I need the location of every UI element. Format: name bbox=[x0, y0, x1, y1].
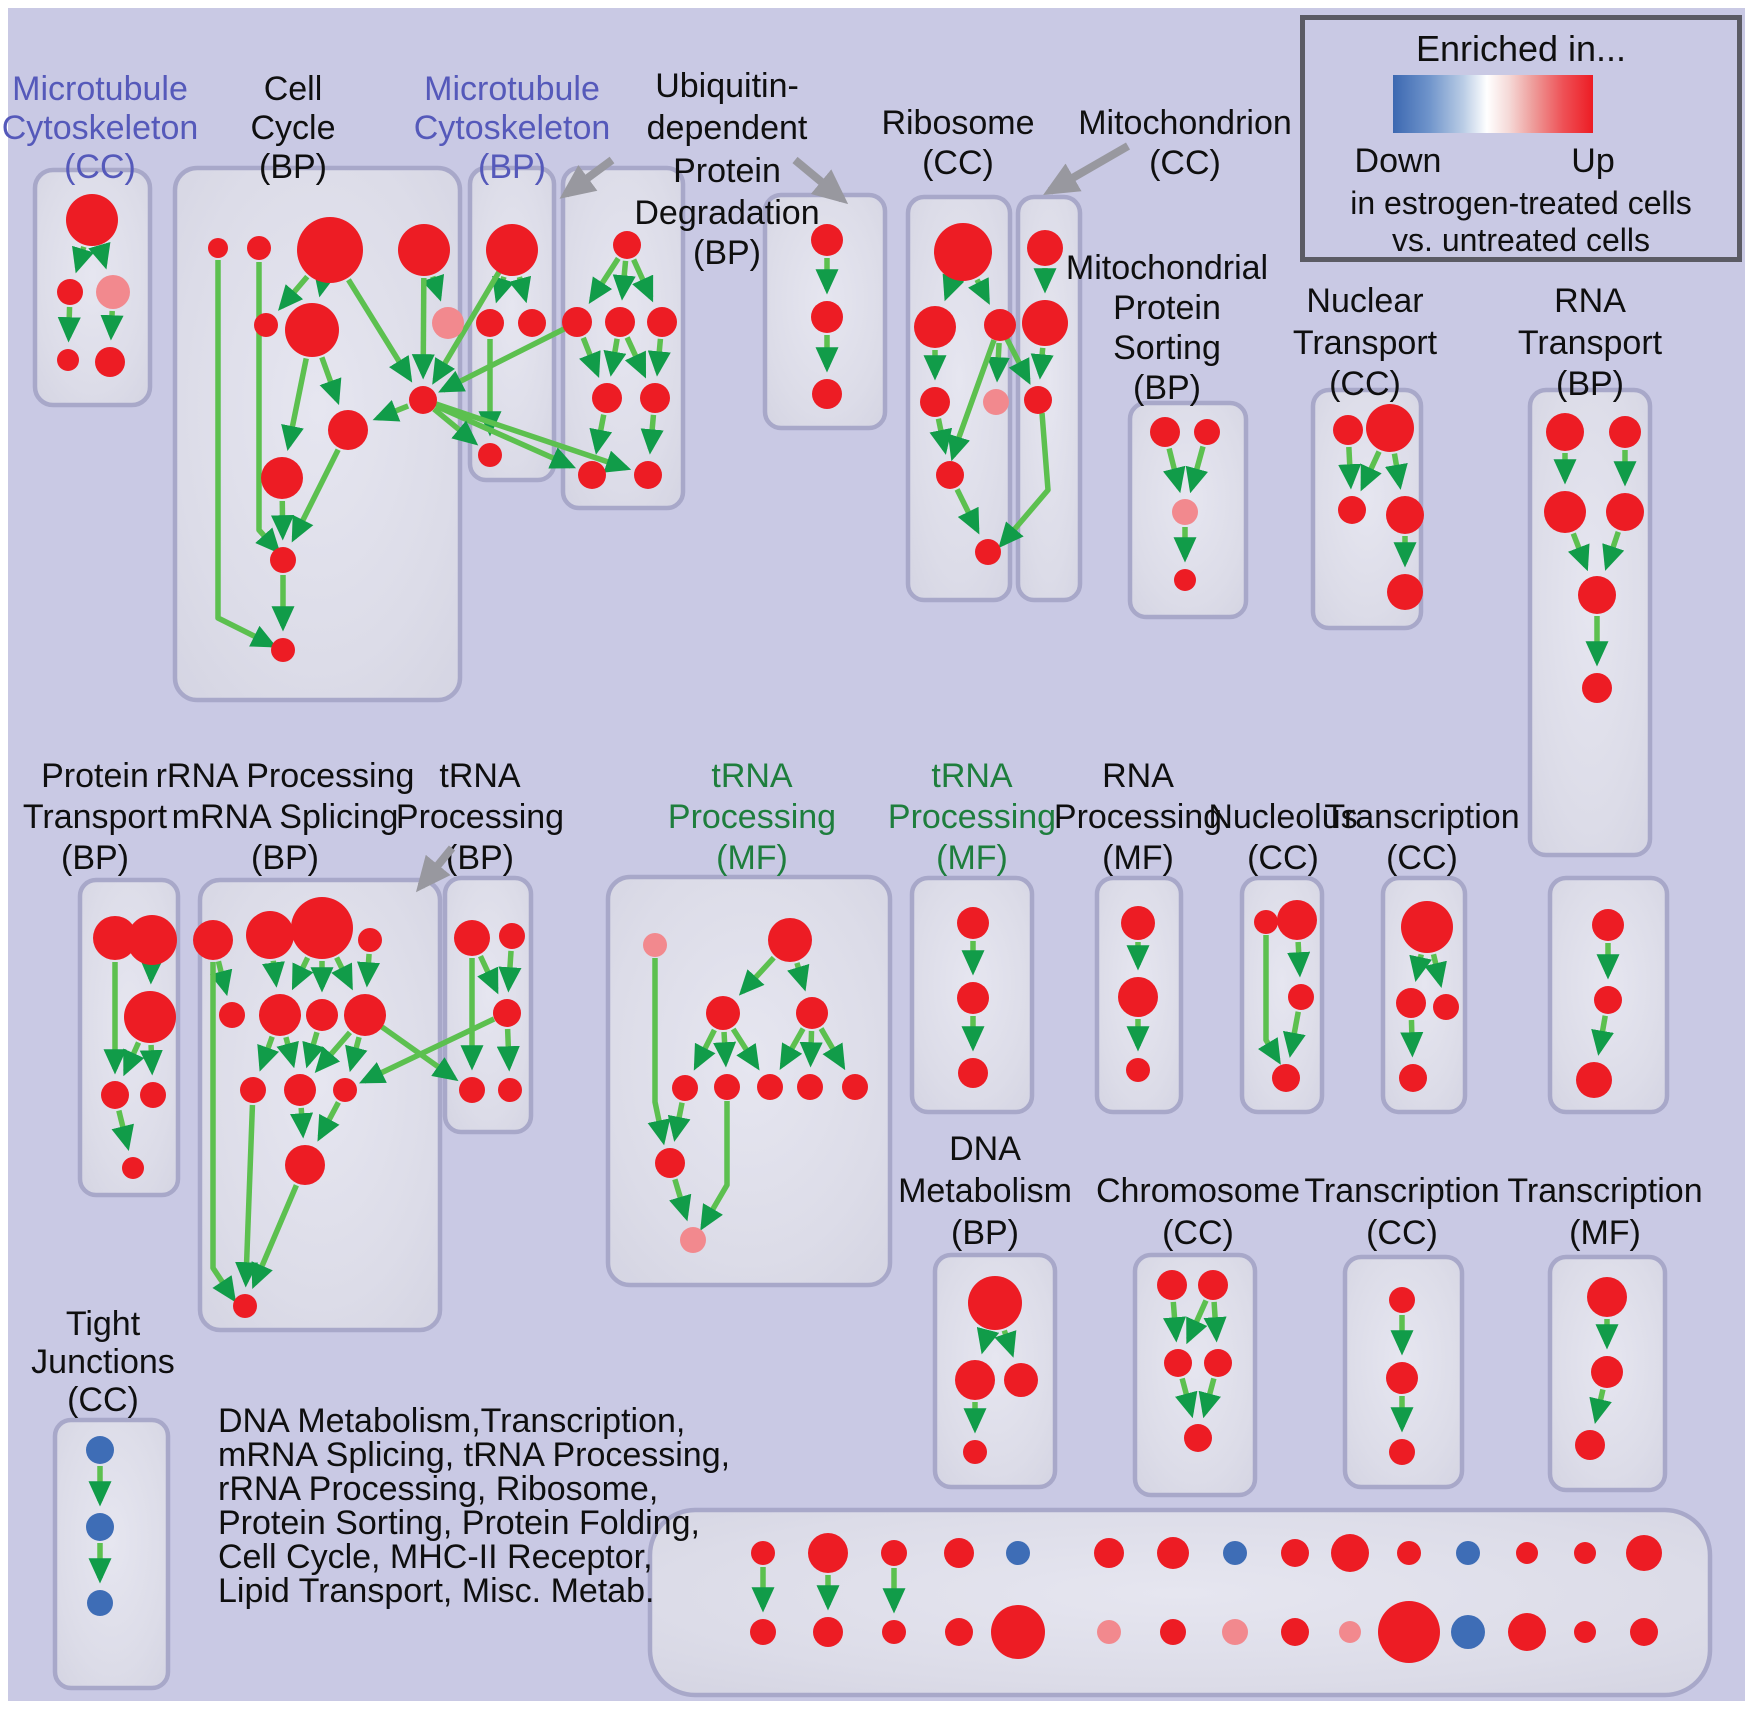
cell-cycle-node-3 bbox=[398, 224, 450, 276]
label-mitochondrial-protein-sorting-bp-line-4: (BP) bbox=[1133, 369, 1201, 407]
chromosome-node-1 bbox=[1198, 1270, 1228, 1300]
summary-strip-node-8 bbox=[1006, 1541, 1030, 1565]
misc-cluster-list-line-1: DNA Metabolism,Transcription, bbox=[218, 1402, 686, 1440]
ubiquitin-a-node-7 bbox=[634, 461, 662, 489]
edge-arrow bbox=[301, 1108, 303, 1133]
label-rrna-processing-mrna-splicing-bp-line-3: (BP) bbox=[251, 839, 319, 877]
label-chromosome-cc-line-1: Chromosome bbox=[1095, 1172, 1301, 1210]
label-tight-junctions-cc-line-2: Junctions bbox=[31, 1343, 175, 1381]
rrna-mrna-node-12 bbox=[233, 1294, 257, 1318]
rna-transport-node-1 bbox=[1609, 416, 1641, 448]
summary-strip-node-5 bbox=[882, 1620, 906, 1644]
trna-bp-node-0 bbox=[454, 920, 490, 956]
ubiquitin-a-node-6 bbox=[578, 461, 606, 489]
edge-arrow bbox=[423, 278, 424, 374]
edge-arrow bbox=[1214, 1302, 1216, 1337]
cell-cycle-node-7 bbox=[328, 410, 368, 450]
label-mitochondrion-cc-line-1: Mitochondrion bbox=[1078, 104, 1292, 142]
rrna-mrna-node-9 bbox=[284, 1074, 316, 1106]
edge-arrow bbox=[724, 1032, 726, 1062]
rrna-mrna-node-2 bbox=[291, 897, 353, 959]
edge-arrow bbox=[367, 954, 369, 982]
nucleolus-node-1 bbox=[1277, 900, 1317, 940]
cell-cycle-node-6 bbox=[432, 307, 464, 339]
ribosome-node-1 bbox=[914, 306, 956, 348]
summary-strip-node-27 bbox=[1574, 1621, 1596, 1643]
box-tight-junctions bbox=[55, 1420, 168, 1688]
mt-bp-node-1 bbox=[476, 309, 504, 337]
label-rrna-processing-mrna-splicing-bp-line-1: rRNA Processing bbox=[155, 757, 415, 795]
cell-cycle-node-4 bbox=[254, 313, 278, 337]
mt-bp-node-2 bbox=[518, 309, 546, 337]
dna-metabolism-node-1 bbox=[955, 1360, 995, 1400]
cell-cycle-node-10 bbox=[270, 547, 296, 573]
label-ubiquitin-dependent-protein-degradation-bp-line-3: Protein bbox=[673, 152, 781, 190]
label-mitochondrial-protein-sorting-bp-line-3: Sorting bbox=[1113, 329, 1221, 367]
summary-strip-node-16 bbox=[1281, 1539, 1309, 1567]
label-trna-processing-mf-1-line-3: (MF) bbox=[716, 839, 788, 877]
summary-strip-node-28 bbox=[1626, 1535, 1662, 1571]
nuclear-transport-node-4 bbox=[1387, 574, 1423, 610]
rna-transport-node-5 bbox=[1582, 673, 1612, 703]
legend-up-label: Up bbox=[1571, 142, 1615, 180]
trna-mf-big-node-10 bbox=[680, 1227, 706, 1253]
ribosome-node-4 bbox=[983, 389, 1009, 415]
label-transcription-cc-2-line-1: Transcription bbox=[1304, 1172, 1500, 1210]
ubiquitin-a-node-1 bbox=[562, 307, 592, 337]
nucleolus-node-0 bbox=[1254, 910, 1278, 934]
label-transcription-cc-1-line-2: (CC) bbox=[1386, 839, 1458, 877]
label-nuclear-transport-cc-line-2: Transport bbox=[1292, 324, 1438, 362]
trna-mf-big-node-0 bbox=[643, 933, 667, 957]
nuclear-transport-node-3 bbox=[1386, 496, 1424, 534]
rrna-mrna-node-8 bbox=[240, 1077, 266, 1103]
tight-junctions-node-0 bbox=[86, 1436, 114, 1464]
rrna-mrna-node-7 bbox=[344, 994, 386, 1036]
trna-mf-big-node-2 bbox=[706, 996, 740, 1030]
legend-down-label: Down bbox=[1354, 142, 1442, 180]
label-trna-processing-bp-line-1: tRNA bbox=[439, 757, 521, 795]
cell-cycle-node-1 bbox=[247, 236, 271, 260]
ubiquitin-a-node-5 bbox=[640, 383, 670, 413]
ubiquitin-a-node-2 bbox=[605, 307, 635, 337]
label-tight-junctions-cc-line-1: Tight bbox=[65, 1305, 141, 1343]
misc-cluster-list-line-5: Cell Cycle, MHC-II Receptor, bbox=[218, 1538, 653, 1576]
edge-arrow bbox=[69, 307, 70, 337]
label-dna-metabolism-bp-line-1: DNA bbox=[949, 1130, 1021, 1168]
summary-strip-node-10 bbox=[1094, 1538, 1124, 1568]
trna-bp-node-4 bbox=[498, 1078, 522, 1102]
summary-strip-node-15 bbox=[1222, 1619, 1248, 1645]
label-rna-transport-bp-line-2: Transport bbox=[1517, 324, 1663, 362]
transcription-mf-node-1 bbox=[1591, 1356, 1623, 1388]
rna-transport-node-0 bbox=[1546, 413, 1584, 451]
cell-cycle-node-11 bbox=[271, 638, 295, 662]
summary-strip-node-4 bbox=[881, 1540, 907, 1566]
chromosome-node-4 bbox=[1184, 1424, 1212, 1452]
summary-strip-node-11 bbox=[1097, 1620, 1121, 1644]
transcription-cc-b-node-0 bbox=[1592, 909, 1624, 941]
label-trna-processing-bp-line-2: Processing bbox=[395, 798, 565, 836]
label-nucleolus-cc-line-1: Nucleolus bbox=[1208, 798, 1358, 836]
rna-transport-node-2 bbox=[1544, 491, 1586, 533]
edge-arrow bbox=[650, 415, 653, 449]
rna-mf-node-1 bbox=[1118, 977, 1158, 1017]
label-ubiquitin-dependent-protein-degradation-bp-line-4: Degradation bbox=[634, 194, 820, 232]
label-ubiquitin-dependent-protein-degradation-bp-line-2: dependent bbox=[646, 109, 808, 147]
mitochondrion-node-2 bbox=[1024, 386, 1052, 414]
box-rna-transport bbox=[1530, 390, 1650, 855]
dna-metabolism-node-2 bbox=[1004, 1363, 1038, 1397]
misc-cluster-list-line-2: mRNA Splicing, tRNA Processing, bbox=[218, 1436, 731, 1474]
cell-cycle-node-9 bbox=[261, 457, 303, 499]
box-summary-strip bbox=[650, 1510, 1710, 1695]
label-transcription-cc-2-line-2: (CC) bbox=[1366, 1214, 1438, 1252]
mitochondrion-node-1 bbox=[1022, 300, 1068, 346]
summary-strip-node-12 bbox=[1157, 1537, 1189, 1569]
label-rna-transport-bp-line-3: (BP) bbox=[1556, 365, 1624, 403]
label-microtubule-cytoskeleton-cc-line-2: Cytoskeleton bbox=[1, 109, 199, 147]
label-protein-transport-bp-line-3: (BP) bbox=[61, 839, 129, 877]
mito-protein-sorting-node-2 bbox=[1172, 499, 1198, 525]
transcription-cc-lower-node-0 bbox=[1389, 1287, 1415, 1313]
chromosome-node-2 bbox=[1164, 1349, 1192, 1377]
label-ubiquitin-dependent-protein-degradation-bp-line-5: (BP) bbox=[693, 234, 761, 272]
nuclear-transport-node-2 bbox=[1338, 496, 1366, 524]
label-rna-processing-mf-line-1: RNA bbox=[1102, 757, 1174, 795]
protein-transport-node-2 bbox=[124, 991, 176, 1043]
rna-mf-node-2 bbox=[1126, 1058, 1150, 1082]
edge-arrow bbox=[151, 1045, 152, 1070]
trna-mf-big-node-3 bbox=[796, 997, 828, 1029]
ribosome-node-3 bbox=[920, 387, 950, 417]
rrna-mrna-node-0 bbox=[193, 920, 233, 960]
label-ubiquitin-dependent-protein-degradation-bp-line-1: Ubiquitin- bbox=[655, 67, 799, 105]
misc-cluster-list-line-3: rRNA Processing, Ribosome, bbox=[218, 1470, 659, 1508]
mt-cc-node-3 bbox=[57, 349, 79, 371]
legend-title: Enriched in... bbox=[1415, 28, 1627, 69]
mito-protein-sorting-node-1 bbox=[1194, 419, 1220, 445]
edge-arrow bbox=[997, 343, 999, 377]
label-cell-cycle-bp-line-2: Cycle bbox=[250, 109, 336, 147]
rna-transport-node-4 bbox=[1578, 576, 1616, 614]
edge-arrow bbox=[1411, 1020, 1412, 1052]
summary-strip-node-3 bbox=[813, 1617, 843, 1647]
protein-transport-node-3 bbox=[101, 1081, 129, 1109]
mt-bp-node-0 bbox=[486, 224, 538, 276]
label-dna-metabolism-bp-line-2: Metabolism bbox=[898, 1172, 1072, 1210]
label-transcription-mf-line-2: (MF) bbox=[1569, 1214, 1641, 1252]
rrna-mrna-node-4 bbox=[219, 1002, 245, 1028]
label-rna-processing-mf-line-2: Processing bbox=[1053, 798, 1223, 836]
tight-junctions-node-1 bbox=[86, 1513, 114, 1541]
trna-mf-big-node-6 bbox=[757, 1074, 783, 1100]
ubiquitin-a-node-3 bbox=[647, 307, 677, 337]
edge-arrow bbox=[622, 261, 625, 295]
legend-gradient-bar bbox=[1393, 75, 1593, 133]
label-rrna-processing-mrna-splicing-bp-line-2: mRNA Splicing bbox=[171, 798, 399, 836]
edge-arrow bbox=[508, 1029, 509, 1066]
label-ribosome-cc-line-2: (CC) bbox=[922, 144, 994, 182]
dna-metabolism-node-0 bbox=[968, 1276, 1022, 1330]
transcription-cc-lower-node-2 bbox=[1389, 1439, 1415, 1465]
rna-transport-node-3 bbox=[1606, 493, 1644, 531]
label-trna-processing-mf-2-line-1: tRNA bbox=[931, 757, 1013, 795]
label-transcription-mf-line-1: Transcription bbox=[1507, 1172, 1703, 1210]
label-dna-metabolism-bp-line-3: (BP) bbox=[951, 1214, 1019, 1252]
mt-cc-node-4 bbox=[95, 347, 125, 377]
label-trna-processing-mf-1-line-2: Processing bbox=[667, 798, 837, 836]
dna-metabolism-node-3 bbox=[963, 1440, 987, 1464]
transcription-mf-node-0 bbox=[1587, 1277, 1627, 1317]
nucleolus-node-2 bbox=[1288, 984, 1314, 1010]
summary-strip-node-25 bbox=[1508, 1613, 1546, 1651]
edge-arrow bbox=[321, 284, 323, 292]
summary-strip-node-17 bbox=[1281, 1618, 1309, 1646]
summary-strip-node-1 bbox=[750, 1619, 776, 1645]
chromosome-node-0 bbox=[1157, 1270, 1187, 1300]
summary-strip-node-23 bbox=[1451, 1615, 1485, 1649]
trna-mf-big-node-1 bbox=[768, 918, 812, 962]
trna-mf-big-node-4 bbox=[672, 1075, 698, 1101]
rrna-mrna-node-5 bbox=[259, 994, 301, 1036]
rrna-mrna-node-10 bbox=[333, 1078, 357, 1102]
nuclear-transport-node-1 bbox=[1366, 404, 1414, 452]
tight-junctions-node-2 bbox=[87, 1590, 113, 1616]
label-rna-processing-mf-line-3: (MF) bbox=[1102, 839, 1174, 877]
trna-mf-big-node-9 bbox=[655, 1148, 685, 1178]
label-nuclear-transport-cc-line-3: (CC) bbox=[1329, 365, 1401, 403]
label-cell-cycle-bp-line-3: (BP) bbox=[259, 148, 327, 186]
protein-transport-node-1 bbox=[127, 915, 177, 965]
rrna-mrna-node-11 bbox=[285, 1145, 325, 1185]
mito-protein-sorting-node-0 bbox=[1150, 417, 1180, 447]
mito-protein-sorting-node-3 bbox=[1174, 569, 1196, 591]
trna-mf-big-node-7 bbox=[797, 1074, 823, 1100]
summary-strip-node-6 bbox=[944, 1538, 974, 1568]
rrna-mrna-node-3 bbox=[358, 928, 382, 952]
summary-strip-node-24 bbox=[1516, 1542, 1538, 1564]
label-mitochondrion-cc-line-2: (CC) bbox=[1149, 144, 1221, 182]
nucleolus-node-3 bbox=[1272, 1064, 1300, 1092]
mt-bp-node-3 bbox=[478, 443, 502, 467]
summary-strip-node-29 bbox=[1630, 1618, 1658, 1646]
edge-arrow bbox=[1349, 447, 1351, 484]
summary-strip-node-0 bbox=[751, 1541, 775, 1565]
rrna-mrna-node-6 bbox=[306, 999, 338, 1031]
summary-strip-node-20 bbox=[1397, 1541, 1421, 1565]
nuclear-transport-node-0 bbox=[1333, 415, 1363, 445]
edge-arrow bbox=[1040, 348, 1042, 374]
cell-cycle-node-5 bbox=[285, 303, 339, 357]
label-trna-processing-bp-line-3: (BP) bbox=[446, 839, 514, 877]
label-nucleolus-cc-line-2: (CC) bbox=[1247, 839, 1319, 877]
legend-caption-line2: vs. untreated cells bbox=[1392, 222, 1650, 258]
transcription-mf-node-2 bbox=[1575, 1430, 1605, 1460]
summary-strip-node-22 bbox=[1456, 1541, 1480, 1565]
edge-arrow bbox=[509, 951, 511, 987]
mt-cc-node-0 bbox=[66, 194, 118, 246]
ribosome-node-0 bbox=[934, 223, 992, 281]
label-trna-processing-mf-2-line-3: (MF) bbox=[936, 839, 1008, 877]
cell-cycle-node-0 bbox=[208, 238, 228, 258]
ubiquitin-a-node-0 bbox=[613, 231, 641, 259]
trna-bp-node-2 bbox=[493, 999, 521, 1027]
edge-arrow bbox=[273, 961, 276, 982]
cell-cycle-node-2 bbox=[297, 217, 363, 283]
ribosome-node-5 bbox=[936, 461, 964, 489]
transcription-cc-a-node-0 bbox=[1401, 901, 1453, 953]
label-ribosome-cc-line-1: Ribosome bbox=[881, 104, 1035, 142]
label-trna-processing-mf-2-line-2: Processing bbox=[887, 798, 1057, 836]
label-cell-cycle-bp-line-1: Cell bbox=[263, 70, 323, 108]
transcription-cc-b-node-1 bbox=[1594, 986, 1622, 1014]
misc-cluster-list-line-4: Protein Sorting, Protein Folding, bbox=[218, 1504, 700, 1542]
ubiquitin-b-node-1 bbox=[811, 301, 843, 333]
summary-strip-node-14 bbox=[1223, 1541, 1247, 1565]
rrna-mrna-node-1 bbox=[246, 911, 294, 959]
edge-arrow bbox=[1298, 942, 1300, 972]
label-pointer-arrow bbox=[1050, 146, 1128, 191]
label-microtubule-cytoskeleton-bp-line-1: Microtubule bbox=[424, 70, 600, 108]
cell-cycle-node-8 bbox=[409, 386, 437, 414]
trna-mf-big-node-8 bbox=[842, 1074, 868, 1100]
label-protein-transport-bp-line-1: Protein bbox=[41, 757, 149, 795]
label-chromosome-cc-line-2: (CC) bbox=[1162, 1214, 1234, 1252]
protein-transport-node-5 bbox=[122, 1157, 144, 1179]
transcription-cc-b-node-2 bbox=[1576, 1062, 1612, 1098]
summary-strip-node-9 bbox=[991, 1605, 1045, 1659]
label-rna-transport-bp-line-1: RNA bbox=[1554, 282, 1626, 320]
protein-transport-node-4 bbox=[140, 1082, 166, 1108]
trna-bp-node-1 bbox=[499, 923, 525, 949]
summary-strip-node-18 bbox=[1331, 1534, 1369, 1572]
label-microtubule-cytoskeleton-bp-line-2: Cytoskeleton bbox=[413, 109, 611, 147]
edge-arrow bbox=[811, 1031, 812, 1062]
summary-strip-node-21 bbox=[1378, 1601, 1440, 1663]
edge-arrow bbox=[1173, 1302, 1176, 1337]
summary-strip-node-19 bbox=[1339, 1621, 1361, 1643]
legend-box bbox=[1300, 15, 1742, 262]
summary-strip-node-26 bbox=[1574, 1542, 1596, 1564]
ribosome-node-6 bbox=[975, 539, 1001, 565]
label-trna-processing-mf-1-line-1: tRNA bbox=[711, 757, 793, 795]
mt-cc-node-2 bbox=[96, 275, 130, 309]
label-microtubule-cytoskeleton-bp-line-3: (BP) bbox=[478, 148, 546, 186]
box-chromosome bbox=[1135, 1255, 1255, 1495]
edge-arrow bbox=[111, 311, 112, 335]
misc-cluster-list-line-6: Lipid Transport, Misc. Metab. bbox=[218, 1572, 655, 1610]
transcription-cc-a-node-2 bbox=[1433, 994, 1459, 1020]
mt-cc-node-1 bbox=[57, 279, 83, 305]
label-transcription-cc-1-line-1: Transcription bbox=[1324, 798, 1520, 836]
ubiquitin-a-node-4 bbox=[592, 383, 622, 413]
legend-caption-line1: in estrogen-treated cells bbox=[1350, 185, 1692, 221]
transcription-cc-a-node-1 bbox=[1396, 988, 1426, 1018]
trna-mf-small-node-0 bbox=[957, 907, 989, 939]
label-microtubule-cytoskeleton-cc-line-3: (CC) bbox=[64, 148, 136, 186]
label-nuclear-transport-cc-line-1: Nuclear bbox=[1306, 282, 1424, 320]
edge-arrow bbox=[657, 339, 660, 371]
trna-mf-small-node-2 bbox=[958, 1058, 988, 1088]
summary-strip-node-13 bbox=[1160, 1619, 1186, 1645]
trna-bp-node-3 bbox=[459, 1077, 485, 1103]
label-microtubule-cytoskeleton-cc-line-1: Microtubule bbox=[12, 70, 188, 108]
label-mitochondrial-protein-sorting-bp-line-1: Mitochondrial bbox=[1065, 249, 1269, 287]
label-mitochondrial-protein-sorting-bp-line-2: Protein bbox=[1113, 289, 1221, 327]
transcription-cc-lower-node-1 bbox=[1386, 1362, 1418, 1394]
summary-strip-node-2 bbox=[808, 1533, 848, 1573]
ribosome-node-2 bbox=[984, 309, 1016, 341]
label-protein-transport-bp-line-2: Transport bbox=[22, 798, 168, 836]
summary-strip-node-7 bbox=[945, 1618, 973, 1646]
label-tight-junctions-cc-line-3: (CC) bbox=[67, 1381, 139, 1419]
trna-mf-small-node-1 bbox=[957, 982, 989, 1014]
trna-mf-big-node-5 bbox=[714, 1074, 740, 1100]
chromosome-node-3 bbox=[1204, 1349, 1232, 1377]
rna-mf-node-0 bbox=[1121, 906, 1155, 940]
ubiquitin-b-node-2 bbox=[812, 379, 842, 409]
mitochondrion-node-0 bbox=[1027, 230, 1063, 266]
transcription-cc-a-node-3 bbox=[1399, 1064, 1427, 1092]
